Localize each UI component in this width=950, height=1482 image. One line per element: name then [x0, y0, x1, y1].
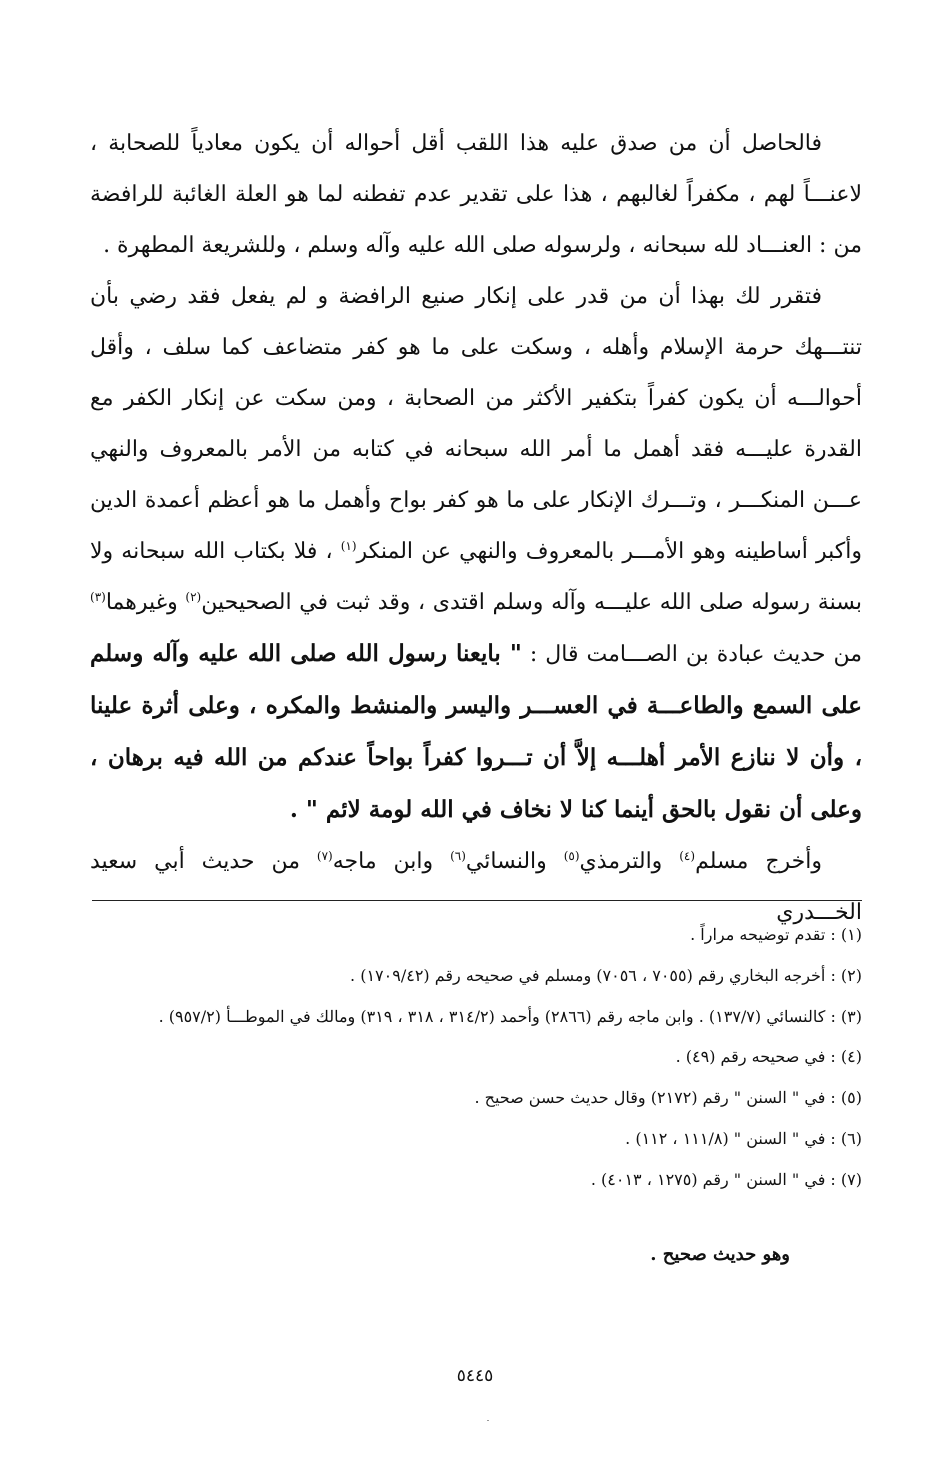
- paragraph-3-text-a: وأخرج مسلم: [695, 849, 822, 874]
- paragraph-2-text-b: ، فلا بكتاب الله سبحانه ولا بسنة رسوله صلى الله عليـــه وآله وسلم اقتدى ، وقد ثبت في الصحيحين: [90, 539, 862, 615]
- footnote-ref-1[interactable]: (١): [340, 539, 357, 553]
- scan-speck: [487, 1420, 489, 1421]
- footnote-ref-4[interactable]: (٤): [679, 849, 696, 863]
- footnote-ref-7[interactable]: (٧): [316, 849, 333, 863]
- footnote-3: (٣) : كالنسائي (١٣٧/٧) . وابن ماجه رقم (٢٨٦٦) وأحمد (٣١٤/٢ ، ٣١٨ ، ٣١٩) ومالك في الموطـــأ (٩٥٧/٢) .: [158, 1007, 862, 1026]
- footnote-6: (٦) : في " السنن " (١١١/٨ ، ١١٢) .: [625, 1129, 862, 1148]
- footnotes-list: [90, 914, 862, 1200]
- footnote-ref-6[interactable]: (٦): [450, 849, 466, 863]
- main-text: [90, 118, 862, 938]
- footnote-ref-3[interactable]: (٣): [90, 590, 106, 604]
- page-number: ٥٤٤٥: [456, 1366, 494, 1386]
- closing-remark: وهو حديث صحيح .: [650, 1244, 790, 1265]
- footnote-4: (٤) : في صحيحه رقم (٤٩) .: [675, 1047, 862, 1066]
- paragraph-3-text-d: وابن ماجه: [332, 849, 451, 874]
- footnote-ref-5[interactable]: (٥): [563, 849, 580, 863]
- paragraph-1: فالحاصل أن من صدق عليه هذا اللقب أقل أحواله أن يكون معادياً للصحابة ، لاعنـــاً لهم ، مكفراً لغالبهم ، هذا على تقدير عدم تفطنه لما هو العلة الغائبة للرافضة من : العنـــاد لله سبحانه ، ولرسوله صلى الله عليه وآله وسلم ، وللشريعة المطهرة .: [90, 131, 862, 258]
- paragraph-2: [90, 271, 862, 836]
- footnote-1: (١) : تقدم توضيحه مراراً .: [690, 925, 862, 944]
- paragraph-3-text-c: والنسائي: [465, 849, 564, 874]
- footnote-5: (٥) : في " السنن " رقم (٢١٧٢) وقال حديث حسن صحيح .: [474, 1088, 862, 1107]
- footnote-7: (٧) : في " السنن " رقم (١٢٧٥ ، ٤٠١٣) .: [590, 1170, 862, 1189]
- paragraph-3-text-e: من حديث أبي سعيد الخـــدري: [90, 849, 862, 925]
- hadith-quote: " بايعنا رسول الله صلى الله عليه وآله وسلم على السمع والطاعـــة في العســـر واليسر والمنشط والمكره ، وعلى أثرة علينا ، وأن لا ننازع الأمر أهلـــه إلاَّ أن تـــروا كفراً بواحاً عندكم من الله فيه برهان ، وعلى أن نقول بالحق أينما كنا لا نخاف في الله لومة لائم " .: [90, 640, 862, 823]
- footnote-ref-2[interactable]: (٢): [185, 590, 202, 604]
- paragraph-2-text-d: من حديث عبادة بن الصـــامت قال :: [521, 642, 862, 667]
- footnote-divider: [92, 900, 862, 901]
- paragraph-3-text-b: والترمذي: [579, 849, 680, 874]
- footnote-2: (٢) : أخرجه البخاري رقم (٧٠٥٥ ، ٧٠٥٦) ومسلم في صحيحه رقم (١٧٠٩/٤٢) .: [350, 966, 862, 985]
- paragraph-2-text-a: فتقرر لك بهذا أن من قدر على إنكار صنيع الرافضة و لم يفعل فقد رضي بأن تنتـــهك حرمة الإسلام وأهله ، وسكت على ما هو كفر متضاعف كما سلف ، وأقل أحوالـــه أن يكون كفراً بتكفير الأكثر من الصحابة ، ومن سكت عن إنكار الكفر مع القدرة عليـــه فقد أهمل ما أمر الله سبحانه في كتابه من الأمر بالمعروف والنهي عـــن المنكـــر ، وتـــرك الإنكار على ما هو كفر بواح وأهمل ما هو أعظم أعمدة الدين وأكبر أساطينه وهو الأمـــر بالمعروف والنهي عن المنكر: [90, 284, 862, 564]
- paragraph-2-text-c: وغيرهما: [105, 590, 186, 615]
